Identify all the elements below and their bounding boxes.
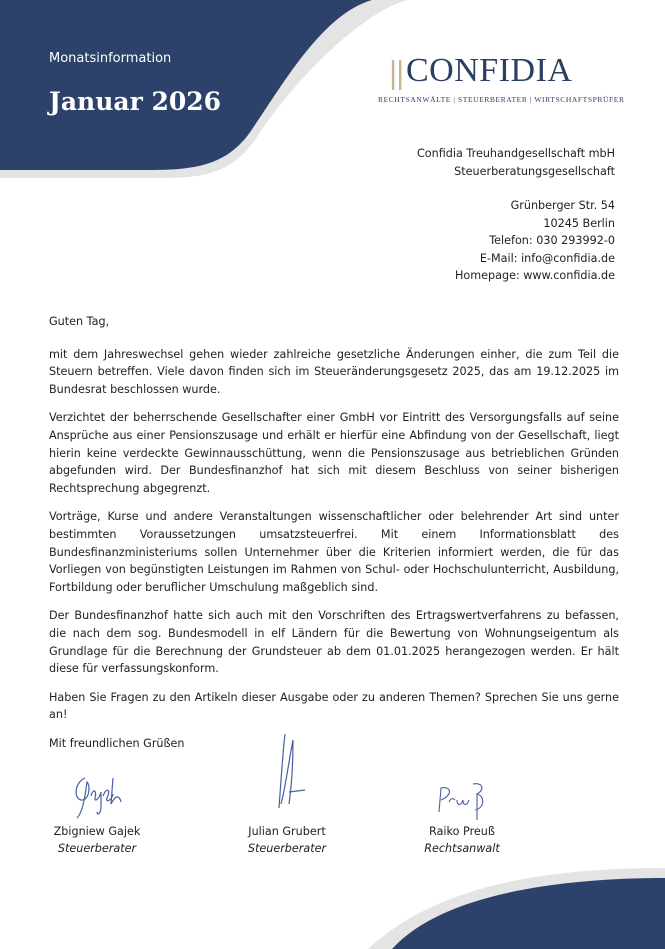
signature-block [412,780,512,857]
email-link[interactable]: E-Mail: info@confidia.de [479,251,615,265]
paragraph: Haben Sie Fragen zu den Artikeln dieser Ausgabe oder zu anderen Themen? Sprechen Sie uns gerne an! [49,690,619,722]
signer-name: Zbigniew Gajek [53,825,141,838]
header-label: Monatsinformation [49,51,172,66]
handwritten-signature [257,730,317,823]
page-title: Januar 2026 [49,87,222,116]
city: 10245 Berlin [543,216,615,230]
company-name: Confidia Treuhandgesellschaft mbH [416,147,615,160]
logo-bars: || [388,56,403,91]
paragraph: mit dem Jahreswechsel gehen wieder zahlreiche gesetzliche Änderungen einher, die zum Teil die Steuern betreffen. Viele davon finden sich im Steueränderungsgesetz 2025, das am 19.12.2025 im Bundesrat beschlossen wurde. [49,347,619,396]
paragraph: Der Bundesfinanzhof hatte sich auch mit den Vorschriften des Ertragswertverfahrens zu befassen, die nach dem sog. Bundesmodell in elf Ländern für die Bewertung von Wohnungseigentum als Grundlage für die Berechnung der Grundsteuer ab dem 01.01.2025 herangezogen werden. Er hält diese für verfassungskonform. [49,609,619,676]
sender-address [417,145,615,285]
paragraph: Vorträge, Kurse und andere Veranstaltungen wissenschaftlicher oder belehrender Art sind unter bestimmten Voraussetzungen umsatzsteuerfrei. Mit einem Informationsblatt des Bundesfinanzministeriums sollen Unternehmer über die Kriterien informiert werden, die für das Vorliegen von begünstigten Leistungen im Rahmen von Schul- oder Hochschulunterricht, Ausbildung, Fortbildung oder beruflicher Umschulung maßgeblich sind. [49,510,619,594]
logo-name: CONFIDIA [406,52,573,89]
signer-role: Rechtsanwalt [424,842,500,855]
signatures [0,730,665,860]
signer-name: Julian Grubert [248,825,326,838]
signer-name: Raiko Preuß [429,825,495,838]
paragraph: Verzichtet der beherrschende Gesellschafter einer GmbH vor Eintritt des Versorgungsfalls auf seine Ansprüche aus einer Pensionszusage und erhält er hierfür eine Abfindung von der Gesellschaft, liegt hierin keine verdeckte Gewinnausschüttung, wenn die Pensionszusage aus betrieblichen Gründen abgefunden wird. Der Bundesfinanzhof hat sich mit diesem Beschluss von seiner bisherigen Rechtsprechung abgegrenzt. [49,411,619,495]
signature-block [47,768,147,857]
letter-body [49,313,619,763]
street: Grünberger Str. 54 [510,199,615,212]
phone: Telefon: 030 293992-0 [489,234,615,247]
handwritten-signature [427,780,497,823]
greeting: Guten Tag, [49,315,110,328]
company-type: Steuerberatungsgesellschaft [454,164,615,178]
closing: Mit freundlichen Grüßen [49,736,185,750]
confidia-logo [378,50,625,110]
signer-role: Steuerberater [57,842,137,855]
signature-block [237,730,337,857]
logo-tagline: RECHTSANWÄLTE | STEUERBERATER | WIRTSCHAFTSPRÜFER [378,95,625,104]
handwritten-signature [67,768,127,823]
homepage-link[interactable]: Homepage: www.confidia.de [454,269,615,282]
signer-role: Steuerberater [247,842,327,855]
